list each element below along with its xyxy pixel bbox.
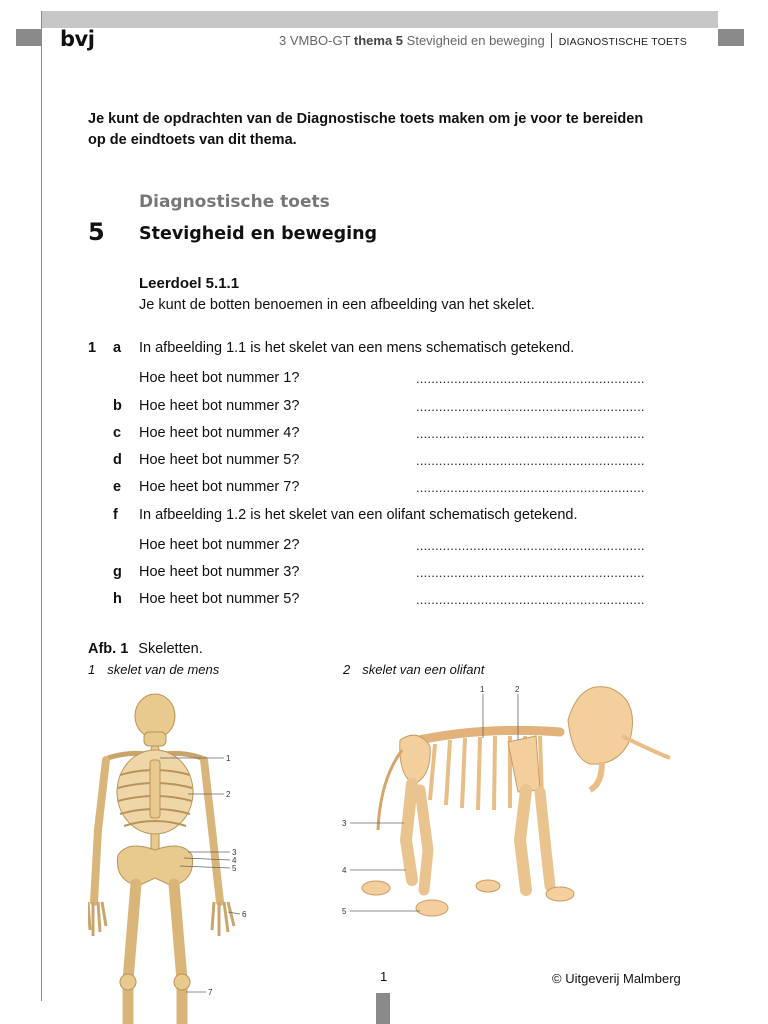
theme-title: Stevigheid en beweging: [406, 33, 545, 48]
copyright: © Uitgeverij Malmberg: [552, 971, 681, 986]
question-letter: d: [113, 452, 122, 468]
subcaption-number: 2: [343, 662, 351, 677]
answer-line[interactable]: ............................................................: [416, 453, 645, 468]
human-skeleton-illustration: [88, 680, 258, 1024]
question-letter: e: [113, 479, 122, 495]
question-number: 1: [88, 340, 97, 356]
chapter-number: 5: [88, 218, 105, 246]
question-text: Hoe heet bot nummer 5?: [139, 591, 300, 607]
course-label: 3 VMBO-GT: [279, 33, 351, 48]
figure-title: Skeletten.: [138, 641, 203, 657]
figure-label: Afb. 1: [88, 641, 129, 657]
answer-line[interactable]: ............................................................: [416, 480, 645, 495]
section-label: DIAGNOSTISCHE TOETS: [558, 36, 688, 48]
question-letter: c: [113, 425, 122, 441]
answer-line[interactable]: ............................................................: [416, 426, 645, 441]
left-tab-marker: [16, 29, 42, 46]
human-label: 2: [226, 790, 231, 799]
page-marker: [376, 993, 390, 1024]
question-text: Hoe heet bot nummer 4?: [139, 425, 300, 441]
human-label: 3: [232, 848, 237, 857]
figure-caption: [88, 641, 203, 657]
elephant-label: 5: [342, 907, 347, 916]
chapter-subtitle: Diagnostische toets: [139, 192, 330, 212]
question-text: Hoe heet bot nummer 3?: [139, 398, 300, 414]
answer-line[interactable]: ............................................................: [416, 565, 645, 580]
elephant-label: 1: [480, 685, 485, 694]
elephant-label: 2: [515, 685, 520, 694]
elephant-label: 4: [342, 866, 347, 875]
elephant-label: 3: [342, 819, 347, 828]
figure-subcaption-1: [88, 662, 231, 677]
question-text: Hoe heet bot nummer 1?: [139, 370, 300, 386]
publisher-logo: bvj: [60, 27, 95, 51]
human-label: 6: [242, 910, 247, 919]
answer-line[interactable]: ............................................................: [416, 592, 645, 607]
human-label: 1: [226, 754, 231, 763]
answer-line[interactable]: ............................................................: [416, 371, 645, 386]
intro-text: Je kunt de opdrachten van de Diagnostische toets maken om je voor te bereiden op de eindtoets van dit thema.: [88, 111, 644, 148]
subcaption-text: skelet van de mens: [107, 662, 220, 677]
answer-line[interactable]: ............................................................: [416, 399, 645, 414]
question-letter: f: [113, 507, 118, 523]
subcaption-number: 1: [88, 662, 96, 677]
figure-subcaption-2: [343, 662, 496, 677]
question-letter: h: [113, 591, 122, 607]
question-letter: g: [113, 564, 122, 580]
question-text: Hoe heet bot nummer 7?: [139, 479, 300, 495]
question-text: Hoe heet bot nummer 2?: [139, 537, 300, 553]
answer-line[interactable]: ............................................................: [416, 538, 645, 553]
human-label: 7: [208, 988, 213, 997]
page-number: 1: [380, 969, 388, 984]
question-letter: b: [113, 398, 122, 414]
human-label: 4: [232, 856, 237, 865]
chapter-title: Stevigheid en beweging: [139, 224, 378, 244]
question-text: Hoe heet bot nummer 5?: [139, 452, 300, 468]
learning-goal-heading: Leerdoel 5.1.1: [139, 275, 240, 292]
theme-label: thema 5: [353, 33, 404, 48]
page-header: [279, 33, 687, 48]
human-label: 5: [232, 864, 237, 873]
question-text: In afbeelding 1.1 is het skelet van een mens schematisch getekend.: [139, 340, 575, 356]
question-letter: a: [113, 340, 122, 356]
question-text: Hoe heet bot nummer 3?: [139, 564, 300, 580]
header-bar: [42, 11, 718, 28]
header-separator: [551, 33, 552, 48]
elephant-skeleton-illustration: [340, 680, 680, 925]
question-text: In afbeelding 1.2 is het skelet van een olifant schematisch getekend.: [139, 507, 578, 523]
subcaption-text: skelet van een olifant: [362, 662, 485, 677]
right-tab-marker: [718, 29, 744, 46]
learning-goal-text: Je kunt de botten benoemen in een afbeelding van het skelet.: [139, 297, 535, 313]
margin-line: [41, 11, 42, 1001]
